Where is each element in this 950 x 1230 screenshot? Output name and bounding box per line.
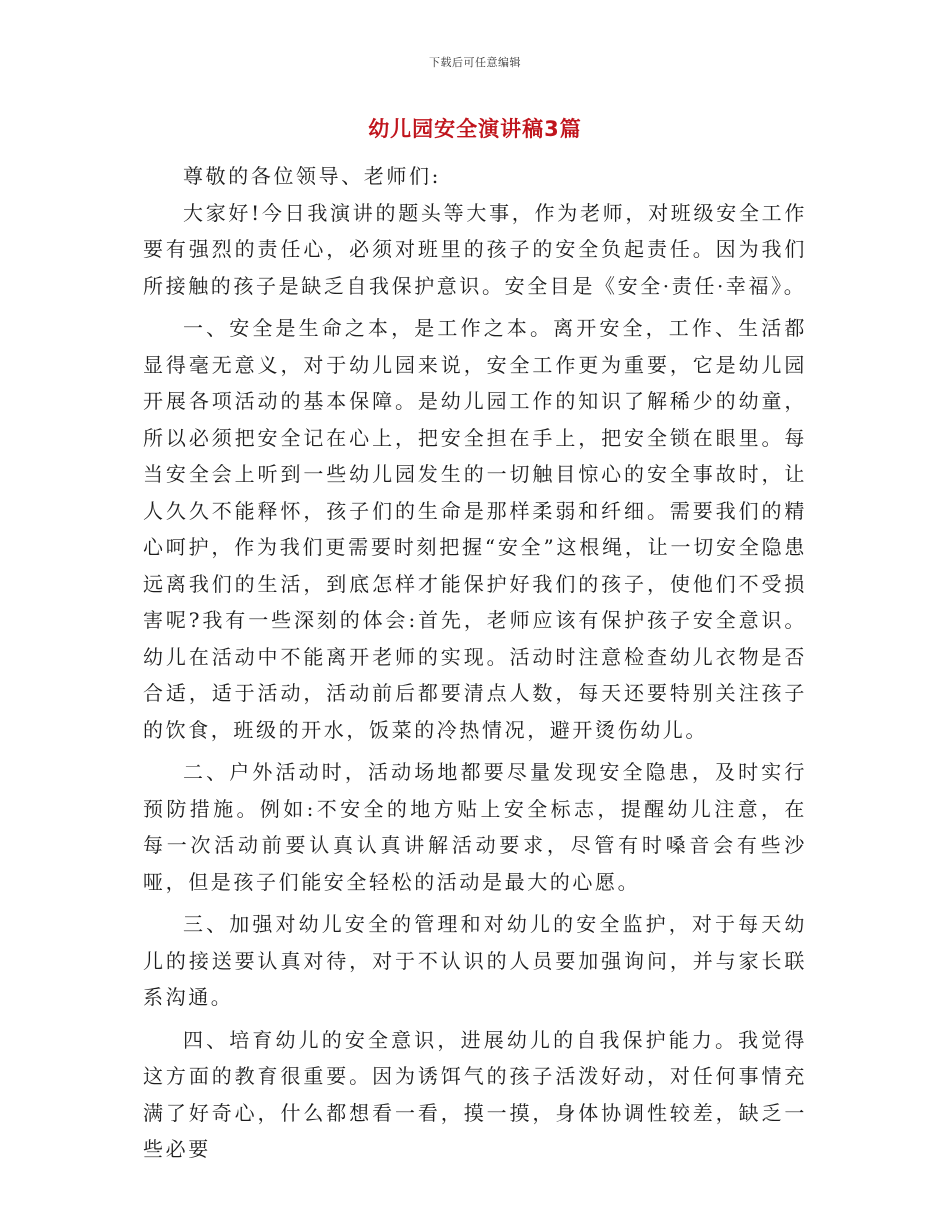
document-body [143, 158, 807, 1174]
document-title: 幼儿园安全演讲稿3篇 [368, 117, 582, 141]
paragraph-greeting: 尊敬的各位领导、老师们: [183, 164, 441, 188]
paragraph-section-1: 一、安全是生命之本，是工作之本。离开安全，工作、生活都显得毫无意义，对于幼儿园来说，安全工作更为重要，它是幼儿园开展各项活动的基本保障。是幼儿园工作的知识了解稀少的幼童，所以必须把安全记在心上，把安全担在手上，把安全锁在眼里。每当安全会上听到一些幼儿园发生的一切触目惊心的安全事故时，让人久久不能释怀，孩子们的生命是那样柔弱和纤细。需要我们的精心呵护，作为我们更需要时刻把握“安全”这根绳，让一切安全隐患远离我们的生活，到底怎样才能保护好我们的孩子，使他们不受损害呢?我有一些深刻的体会:首先，老师应该有保护孩子安全意识。幼儿在活动中不能离开老师的实现。活动时注意检查幼儿衣物是否合适，适于活动，活动前后都要清点人数，每天还要特别关注孩子的饮食，班级的开水，饭菜的冷热情况，避开烫伤幼儿。 [143, 316, 807, 742]
paragraph-intro: 大家好!今日我演讲的题头等大事，作为老师，对班级安全工作要有强烈的责任心，必须对班里的孩子的安全负起责任。因为我们所接触的孩子是缺乏自我保护意识。安全目是《安全·责任·幸福》。 [143, 200, 807, 298]
header-note: 下载后可任意编辑 [429, 56, 521, 69]
paragraph-section-3: 三、加强对幼儿安全的管理和对幼儿的安全监护，对于每天幼儿的接送要认真对待，对于不认识的人员要加强询问，并与家长联系沟通。 [143, 912, 807, 1009]
paragraph-section-4: 四、培育幼儿的安全意识，进展幼儿的自我保护能力。我觉得这方面的教育很重要。因为诱饵气的孩子活泼好动，对任何事情充满了好奇心，什么都想看一看，摸一摸，身体协调性较差，缺乏一些必要 [143, 1027, 807, 1161]
paragraph-section-2: 二、户外活动时，活动场地都要尽量发现安全隐患，及时实行预防措施。例如:不安全的地方贴上安全标志，提醒幼儿注意，在每一次活动前要认真认真讲解活动要求，尽管有时嗓音会有些沙哑，但是孩子们能安全轻松的活动是最大的心愿。 [143, 760, 807, 894]
